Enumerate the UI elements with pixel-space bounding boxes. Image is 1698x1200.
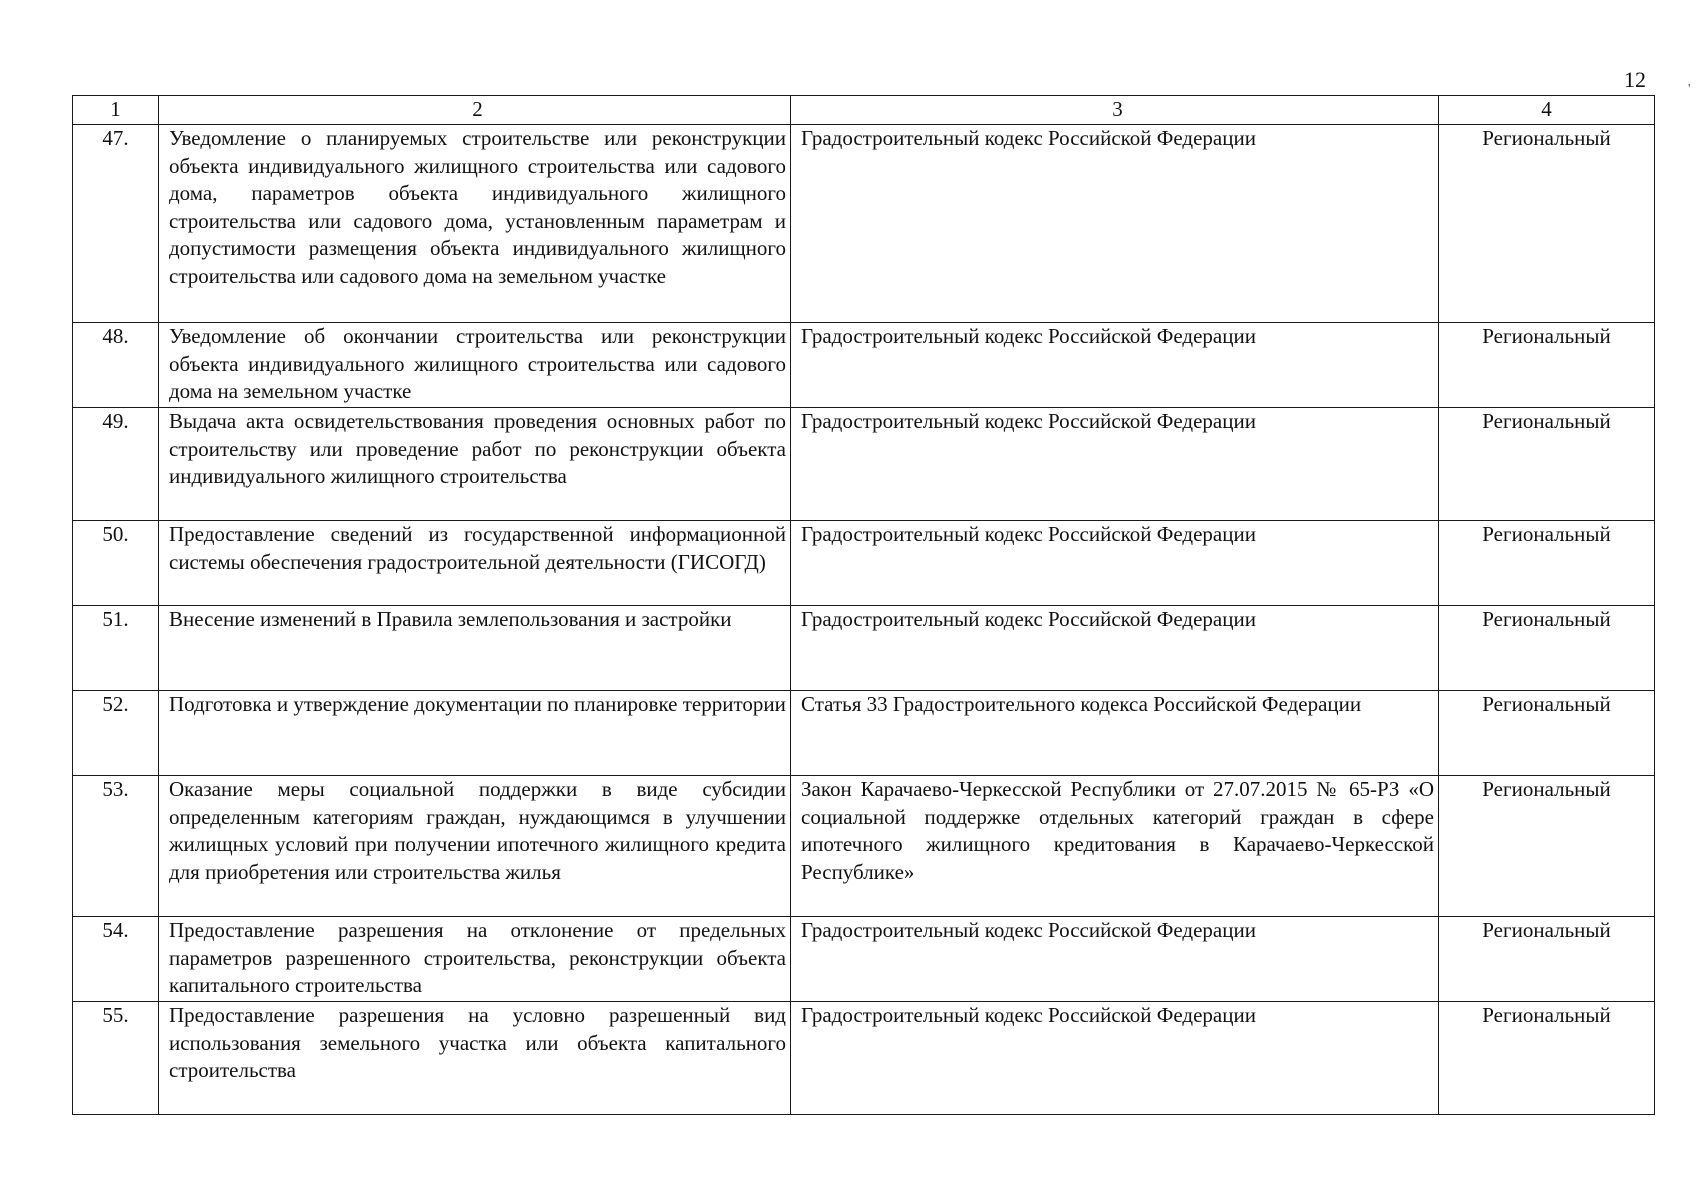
service-level: Региональный <box>1439 606 1655 691</box>
table-row <box>73 408 1655 521</box>
service-level: Региональный <box>1439 125 1655 323</box>
column-header: 4 <box>1439 96 1655 125</box>
service-level: Региональный <box>1439 408 1655 521</box>
services-table <box>72 95 1655 1115</box>
service-level: Региональный <box>1439 776 1655 917</box>
service-level: Региональный <box>1439 1002 1655 1115</box>
column-header: 3 <box>791 96 1439 125</box>
legal-basis: Градостроительный кодекс Российской Федерации <box>791 323 1439 408</box>
legal-basis: Градостроительный кодекс Российской Федерации <box>791 408 1439 521</box>
table-row <box>73 125 1655 323</box>
table-row <box>73 323 1655 408</box>
legal-basis: Градостроительный кодекс Российской Федерации <box>791 606 1439 691</box>
table-row <box>73 606 1655 691</box>
service-level: Региональный <box>1439 917 1655 1002</box>
legal-basis: Градостроительный кодекс Российской Федерации <box>791 125 1439 323</box>
legal-basis: Градостроительный кодекс Российской Федерации <box>791 521 1439 606</box>
service-name: Предоставление разрешения на условно разрешенный вид использования земельного участка или объекта капитального строительства <box>159 1002 791 1115</box>
service-name: Оказание меры социальной поддержки в виде субсидии определенным категориям граждан, нуждающимся в улучшении жилищных условий при получении ипотечного жилищного кредита для приобретения или строительства жилья <box>159 776 791 917</box>
service-name: Внесение изменений в Правила землепользования и застройки <box>159 606 791 691</box>
table-row <box>73 776 1655 917</box>
row-number: 55. <box>73 1002 159 1115</box>
service-name: Уведомление о планируемых строительстве или реконструкции объекта индивидуального жилищного строительства или садового дома, параметров объекта индивидуального жилищного строительства или садового дома, установленным параметрам и допустимости размещения объекта индивидуального жилищного строительства или садового дома на земельном участке <box>159 125 791 323</box>
service-name: Предоставление разрешения на отклонение от предельных параметров разрешенного строительства, реконструкции объекта капитального строительства <box>159 917 791 1002</box>
service-level: Региональный <box>1439 691 1655 776</box>
row-number: 53. <box>73 776 159 917</box>
row-number: 48. <box>73 323 159 408</box>
row-number: 52. <box>73 691 159 776</box>
table-row <box>73 691 1655 776</box>
service-name: Подготовка и утверждение документации по планировке территории <box>159 691 791 776</box>
row-number: 49. <box>73 408 159 521</box>
table-row <box>73 917 1655 1002</box>
table-row <box>73 521 1655 606</box>
column-header: 2 <box>159 96 791 125</box>
row-number: 50. <box>73 521 159 606</box>
legal-basis: Градостроительный кодекс Российской Федерации <box>791 917 1439 1002</box>
margin-mark: ' <box>1688 82 1691 97</box>
service-level: Региональный <box>1439 323 1655 408</box>
page-number: 12 <box>1624 67 1646 92</box>
column-header: 1 <box>73 96 159 125</box>
service-level: Региональный <box>1439 521 1655 606</box>
service-name: Предоставление сведений из государственной информационной системы обеспечения градостроительной деятельности (ГИСОГД) <box>159 521 791 606</box>
legal-basis: Статья 33 Градостроительного кодекса Российской Федерации <box>791 691 1439 776</box>
service-name: Выдача акта освидетельствования проведения основных работ по строительству или проведение работ по реконструкции объекта индивидуального жилищного строительства <box>159 408 791 521</box>
table-row <box>73 1002 1655 1115</box>
service-name: Уведомление об окончании строительства или реконструкции объекта индивидуального жилищного строительства или садового дома на земельном участке <box>159 323 791 408</box>
legal-basis: Градостроительный кодекс Российской Федерации <box>791 1002 1439 1115</box>
row-number: 54. <box>73 917 159 1002</box>
legal-basis: Закон Карачаево-Черкесской Республики от 27.07.2015 № 65-РЗ «О социальной поддержке отдельных категорий граждан в сфере ипотечного жилищного кредитования в Карачаево-Черкесской Республике» <box>791 776 1439 917</box>
table-header-row <box>73 96 1655 125</box>
row-number: 51. <box>73 606 159 691</box>
row-number: 47. <box>73 125 159 323</box>
